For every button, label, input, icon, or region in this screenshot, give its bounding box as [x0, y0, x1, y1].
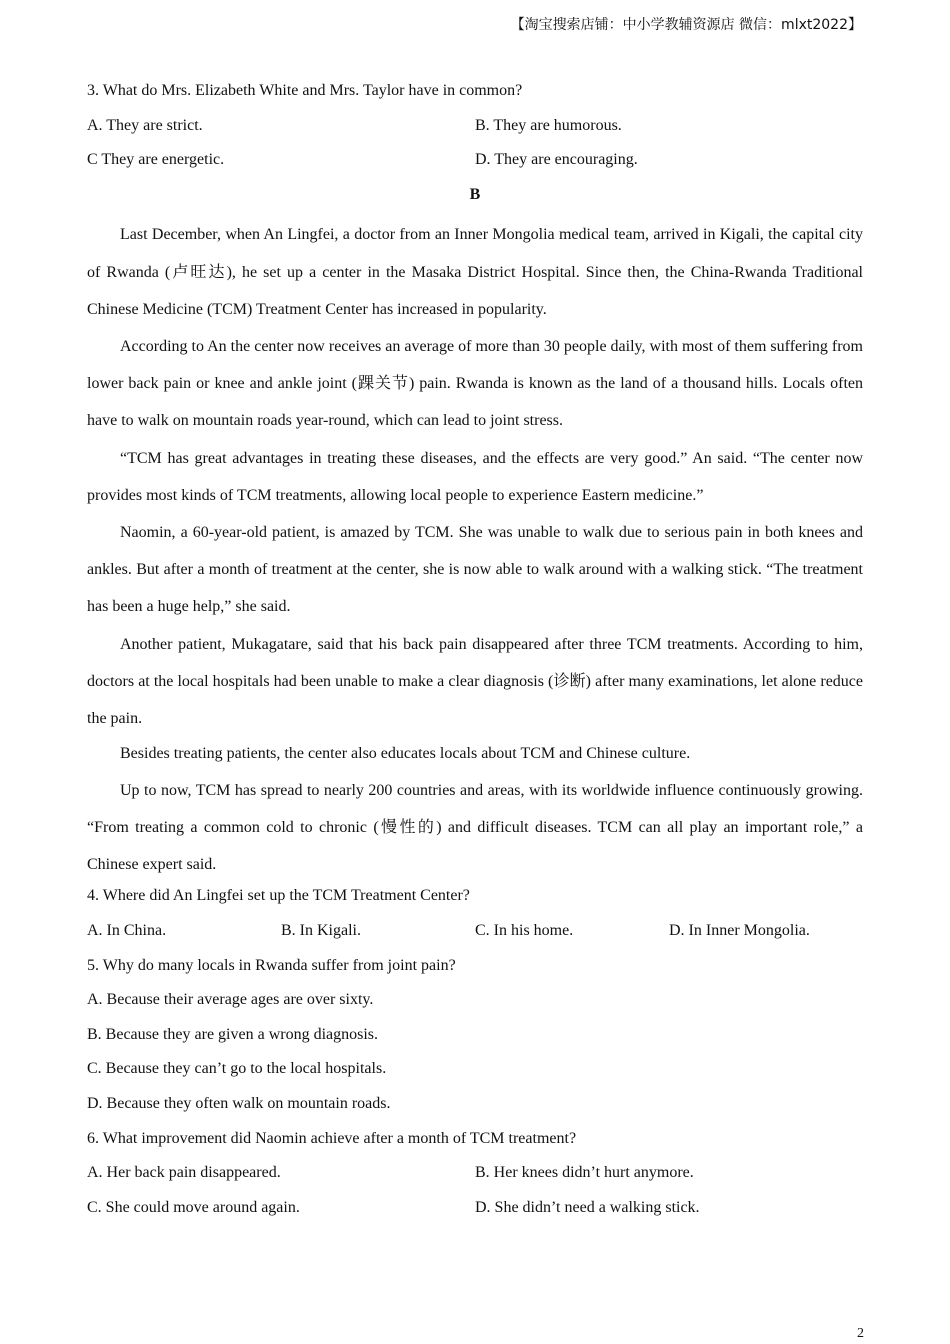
question-4: 4. Where did An Lingfei set up the TCM Treatment Center? — [87, 887, 470, 905]
question-6-options-row-1 — [87, 1160, 863, 1195]
page-number: 2 — [857, 1326, 864, 1341]
option-b: B. They are humorous. — [475, 116, 622, 134]
option-a: A. In China. — [87, 922, 167, 940]
option-d: D. In Inner Mongolia. — [669, 922, 810, 940]
question-4-options — [87, 918, 863, 953]
question-3-options-row-1 — [87, 113, 863, 148]
option-a: A. Because their average ages are over sixty. — [87, 991, 374, 1009]
passage-paragraph: “TCM has great advantages in treating these diseases, and the effects are very good.” An said. “The center now provides most kinds of TCM treatments, allowing local people to experience Eastern medicine.” — [87, 449, 863, 504]
option-a: A. They are strict. — [87, 116, 203, 134]
passage-paragraph: Besides treating patients, the center also educates locals about TCM and Chinese culture. — [120, 745, 691, 763]
question-3-options-row-2 — [87, 147, 863, 182]
option-d: D. Because they often walk on mountain roads. — [87, 1094, 391, 1112]
page-header: 【淘宝搜索店铺：中小学教辅资源店 微信：mlxt2022】 — [510, 17, 862, 33]
option-c: C They are energetic. — [87, 151, 225, 169]
option-c: C. Because they can’t go to the local hospitals. — [87, 1060, 387, 1078]
option-c: C. In his home. — [475, 922, 574, 940]
option-d: D. They are encouraging. — [475, 151, 638, 169]
passage-paragraph: Naomin, a 60-year-old patient, is amazed by TCM. She was unable to walk due to serious pain in both knees and ankles. But after a month of treatment at the center, she is now able to walk around with a walking stick. “The treatment has been a huge help,” she said. — [87, 524, 863, 616]
option-b: B. In Kigali. — [281, 922, 361, 940]
passage-paragraph: Up to now, TCM has spread to nearly 200 countries and areas, with its worldwide influence continuously growing. “From treating a common cold to chronic (慢性的) and difficult diseases. TCM can all play an important role,” a Chinese expert said. — [87, 781, 863, 874]
question-6: 6. What improvement did Naomin achieve after a month of TCM treatment? — [87, 1129, 577, 1147]
question-6-options-row-2 — [87, 1195, 863, 1230]
question-3: 3. What do Mrs. Elizabeth White and Mrs. Taylor have in common? — [87, 82, 523, 99]
section-label: B — [469, 185, 481, 203]
passage-paragraph: According to An the center now receives an average of more than 30 people daily, with most of them suffering from lower back pain or knee and ankle joint (踝关节) pain. Rwanda is known as the land of a thousand hills. Locals often have to walk on mountain roads year-round, which can lead to joint stress. — [87, 337, 863, 430]
option-d: D. She didn’t need a walking stick. — [475, 1198, 700, 1216]
passage-paragraph: Another patient, Mukagatare, said that his back pain disappeared after three TCM treatments. According to him, doctors at the local hospitals had been unable to make a clear diagnosis (诊断) after many examinations, let alone reduce the pain. — [87, 635, 863, 728]
passage-paragraph: Last December, when An Lingfei, a doctor from an Inner Mongolia medical team, arrived in Kigali, the capital city of Rwanda (卢旺达), he set up a center in the Masaka District Hospital. Since then, the China-Rwanda Traditional Chinese Medicine (TCM) Treatment Center has increased in popularity. — [87, 226, 863, 318]
document-body — [87, 78, 863, 1229]
option-b: B. Her knees didn’t hurt anymore. — [475, 1164, 694, 1182]
option-c: C. She could move around again. — [87, 1198, 300, 1216]
option-b: B. Because they are given a wrong diagnosis. — [87, 1025, 379, 1043]
option-a: A. Her back pain disappeared. — [87, 1164, 281, 1182]
question-5: 5. Why do many locals in Rwanda suffer from joint pain? — [87, 956, 456, 974]
